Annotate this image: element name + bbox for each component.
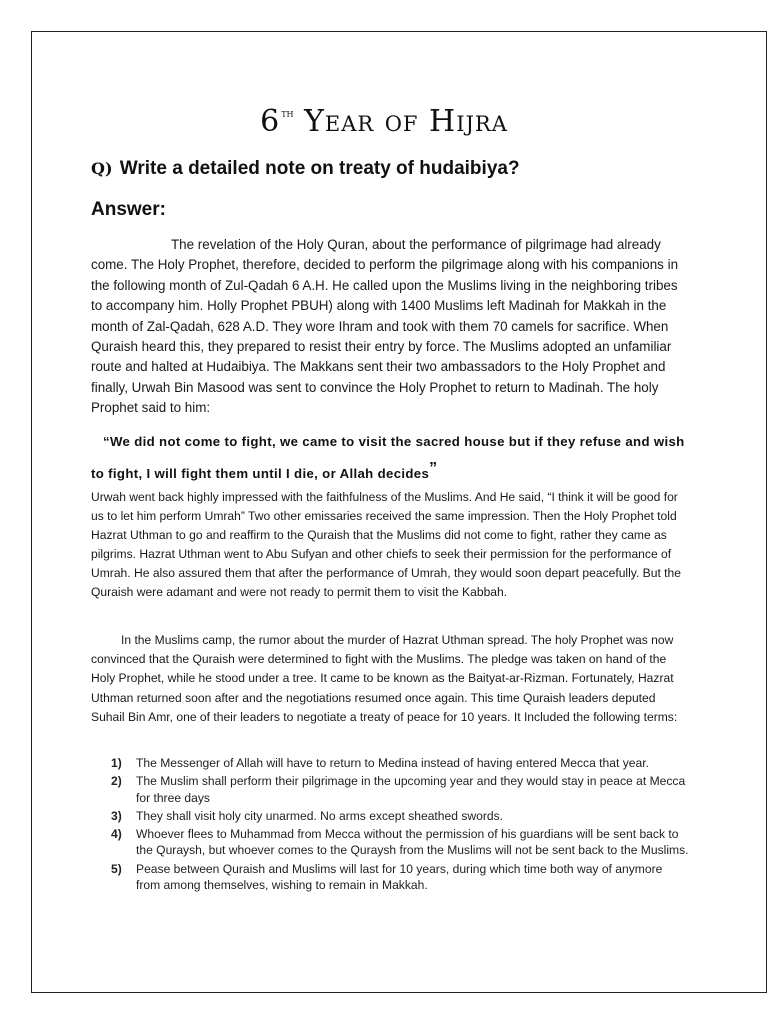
list-item — [91, 861, 689, 894]
list-item-text: They shall visit holy city unarmed. No arms except sheathed swords. — [136, 808, 503, 823]
list-item — [91, 808, 689, 825]
paragraph-3: In the Muslims camp, the rumor about the murder of Hazrat Uthman spread. The holy Prophet was now convinced that the Quraish were determined to fight with the Muslims. The pledge was taken on hand of the Holy Prophet, while he stood under a tree. It came to be known as the Baityat-ar-Rizman. Fortunately, Hazrat Uthman returned soon after and the negotiations resumed once again. This time Quraish leaders deputed Suhail Bin Amr, one of their leaders to negotiate a treaty of peace for 10 years. It Included the following terms: — [91, 633, 678, 724]
list-item-text: The Messenger of Allah will have to return to Medina instead of having entered Mecca that year. — [136, 756, 649, 770]
question-heading — [91, 158, 520, 180]
paragraph-1: The revelation of the Holy Quran, about the performance of pilgrimage had already come. The Holy Prophet, therefore, decided to perform the pilgrimage along with his companions in the following month of Zul-Qadah 6 A.H. He called upon the Muslims living in the neighboring tribes to accompany him. Holly Prophet PBUH) along with 1400 Muslims left Madinah for Makkah in the month of Zal-Qadah, 628 A.D. They wore Ihram and took with them 70 camels for sacrifice. When Quraish heard this, they prepared to resist their entry by force. The Muslims adopted an unfamiliar route and halted at Hudaibiya. The Makkans sent their two ambassadors to the Holy Prophet and finally, Urwah Bin Masood was sent to convince the Holy Prophet to return to Madinah. The holy Prophet said to him: — [91, 237, 679, 416]
question-text: Write a detailed note on treaty of hudaibiya? — [119, 158, 520, 179]
prophet-quote — [91, 428, 687, 487]
answer-heading: Answer: — [91, 199, 166, 220]
title-ordinal-suffix: th — [281, 107, 294, 120]
list-item-text: Whoever flees to Muhammad from Mecca without the permission of his guardians will be sent back to the Quraysh, but whoever comes to the Quraysh from the Muslims will not be sent back to the Muslims. — [136, 826, 689, 858]
list-item-text: Pease between Quraish and Muslims will last for 10 years, during which time both way of anymore from among themselves, wishing to remain in Makkah. — [136, 861, 663, 893]
list-item-number: 4) — [111, 826, 122, 841]
list-item-number: 1) — [111, 756, 122, 770]
list-item-number: 2) — [111, 774, 122, 789]
title-text: Year of Hijra — [304, 104, 508, 139]
treaty-terms-list — [91, 755, 689, 895]
list-item-number: 5) — [111, 861, 122, 876]
list-item — [91, 826, 689, 859]
page-title — [0, 104, 768, 139]
list-item — [91, 773, 689, 806]
question-marker: Q) — [91, 159, 113, 178]
list-item-number: 3) — [111, 808, 122, 823]
list-item-text: The Muslim shall perform their pilgrimage in the upcoming year and they would stay in peace at Mecca for three days — [136, 774, 686, 805]
quote-closing-mark: ” — [429, 460, 438, 477]
paragraph-2: Urwah went back highly impressed with the faithfulness of the Muslims. And He said, “I think it will be good for us to let him perform Umrah” Two other emissaries received the same impression. Then the Holy Prophet told Hazrat Uthman to go and reaffirm to the Quraish that the Muslims did not come to fight, rather they came as pilgrims. Hazrat Uthman went to Abu Sufyan and other chiefs to seek their permission for the performance of Umrah. He also assured them that after the performance of Umrah, they would soon depart peacefully. But the Quraish were adamant and were not ready to permit them to visit the Kabbah. — [91, 490, 681, 599]
quote-text: “We did not come to fight, we came to visit the sacred house but if they refuse and wish to fight, I will fight them until I die, or Allah decides — [91, 434, 685, 481]
list-item — [91, 755, 689, 772]
title-number: 6 — [260, 104, 281, 139]
